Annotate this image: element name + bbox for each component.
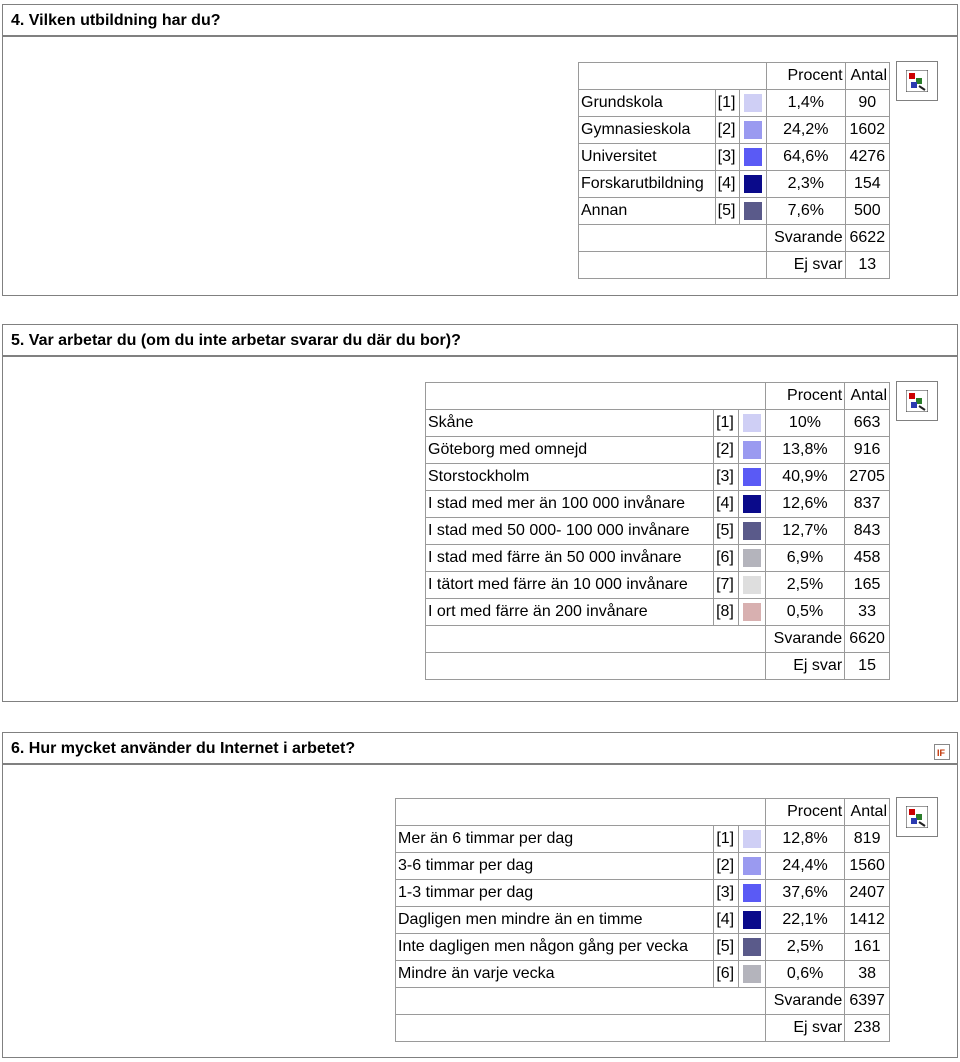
row-label: Universitet bbox=[579, 144, 716, 171]
color-swatch bbox=[743, 911, 761, 929]
row-percent: 2,3% bbox=[767, 171, 846, 198]
ejsvar-label: Ej svar bbox=[767, 252, 846, 279]
row-percent: 2,5% bbox=[765, 934, 844, 961]
row-label: Inte dagligen men någon gång per vecka bbox=[396, 934, 714, 961]
row-count: 165 bbox=[845, 572, 890, 599]
table-row bbox=[426, 464, 890, 491]
color-swatch bbox=[743, 414, 761, 432]
table-row bbox=[396, 961, 890, 988]
table-row bbox=[426, 491, 890, 518]
question-title: 6. Hur mycket använder du Internet i arbetet? bbox=[11, 740, 356, 757]
row-label: Gymnasieskola bbox=[579, 117, 716, 144]
row-count: 663 bbox=[845, 410, 890, 437]
table-row bbox=[579, 117, 890, 144]
table-row bbox=[396, 907, 890, 934]
row-percent: 1,4% bbox=[767, 90, 846, 117]
procent-header: Procent bbox=[765, 383, 844, 410]
ejsvar-row bbox=[396, 1015, 890, 1042]
color-swatch bbox=[744, 148, 762, 166]
row-code: [5] bbox=[714, 934, 739, 961]
ejsvar-row bbox=[579, 252, 890, 279]
color-swatch bbox=[743, 603, 761, 621]
row-percent: 37,6% bbox=[765, 880, 844, 907]
color-swatch bbox=[743, 965, 761, 983]
row-percent: 24,4% bbox=[765, 853, 844, 880]
row-count: 38 bbox=[845, 961, 890, 988]
row-percent: 64,6% bbox=[767, 144, 846, 171]
row-label: Grundskola bbox=[579, 90, 716, 117]
row-swatch-cell bbox=[738, 907, 765, 934]
ejsvar-count: 238 bbox=[845, 1015, 890, 1042]
row-count: 154 bbox=[845, 171, 889, 198]
row-code: [6] bbox=[714, 961, 739, 988]
header-blank bbox=[426, 383, 766, 410]
table-row bbox=[426, 518, 890, 545]
row-swatch-cell bbox=[740, 171, 767, 198]
table-row bbox=[426, 410, 890, 437]
row-code: [3] bbox=[714, 464, 739, 491]
row-code: [1] bbox=[714, 410, 739, 437]
row-count: 1560 bbox=[845, 853, 890, 880]
result-table bbox=[578, 62, 890, 279]
ejsvar-spacer bbox=[396, 1015, 766, 1042]
row-label: I stad med mer än 100 000 invånare bbox=[426, 491, 714, 518]
row-percent: 12,6% bbox=[765, 491, 844, 518]
table-row bbox=[579, 198, 890, 225]
row-count: 2407 bbox=[845, 880, 890, 907]
row-code: [2] bbox=[714, 437, 739, 464]
row-count: 161 bbox=[845, 934, 890, 961]
row-label: Mindre än varje vecka bbox=[396, 961, 714, 988]
row-label: I stad med färre än 50 000 invånare bbox=[426, 545, 714, 572]
color-swatch bbox=[743, 857, 761, 875]
row-label: Annan bbox=[579, 198, 716, 225]
svarande-count: 6620 bbox=[845, 626, 890, 653]
ejsvar-label: Ej svar bbox=[765, 653, 844, 680]
color-swatch bbox=[743, 549, 761, 567]
row-swatch-cell bbox=[738, 599, 765, 626]
color-swatch bbox=[743, 938, 761, 956]
question-panel bbox=[2, 36, 958, 296]
table-row bbox=[426, 545, 890, 572]
row-count: 837 bbox=[845, 491, 890, 518]
color-swatch bbox=[744, 94, 762, 112]
color-swatch bbox=[743, 495, 761, 513]
row-code: [1] bbox=[715, 90, 739, 117]
row-code: [2] bbox=[714, 853, 739, 880]
row-swatch-cell bbox=[738, 464, 765, 491]
color-swatch bbox=[743, 522, 761, 540]
ejsvar-count: 15 bbox=[845, 653, 890, 680]
row-count: 458 bbox=[845, 545, 890, 572]
row-count: 500 bbox=[845, 198, 889, 225]
row-code: [3] bbox=[715, 144, 739, 171]
row-code: [3] bbox=[714, 880, 739, 907]
row-count: 2705 bbox=[845, 464, 890, 491]
if-icon[interactable] bbox=[934, 744, 950, 760]
row-swatch-cell bbox=[738, 410, 765, 437]
row-label: Göteborg med omnejd bbox=[426, 437, 714, 464]
if-icon-label: IF bbox=[937, 748, 945, 758]
antal-header: Antal bbox=[845, 799, 890, 826]
question-header bbox=[2, 4, 958, 36]
table-header-row bbox=[579, 63, 890, 90]
header-blank bbox=[396, 799, 766, 826]
row-code: [4] bbox=[715, 171, 739, 198]
row-swatch-cell bbox=[738, 491, 765, 518]
question-header bbox=[2, 732, 958, 764]
row-percent: 6,9% bbox=[765, 545, 844, 572]
svarande-label: Svarande bbox=[765, 988, 844, 1015]
svarande-count: 6397 bbox=[845, 988, 890, 1015]
question-title: 5. Var arbetar du (om du inte arbetar svarar du där du bor)? bbox=[11, 332, 461, 349]
row-swatch-cell bbox=[740, 117, 767, 144]
question-header bbox=[2, 324, 958, 356]
row-percent: 13,8% bbox=[765, 437, 844, 464]
question-panel bbox=[2, 356, 958, 702]
question-title: 4. Vilken utbildning har du? bbox=[11, 12, 221, 29]
color-swatch bbox=[743, 468, 761, 486]
row-swatch-cell bbox=[738, 961, 765, 988]
table-row bbox=[396, 934, 890, 961]
row-swatch-cell bbox=[738, 545, 765, 572]
svarande-row bbox=[579, 225, 890, 252]
result-table bbox=[395, 798, 890, 1042]
ejsvar-count: 13 bbox=[845, 252, 889, 279]
row-code: [6] bbox=[714, 545, 739, 572]
color-swatch bbox=[743, 576, 761, 594]
table-row bbox=[426, 572, 890, 599]
row-percent: 12,7% bbox=[765, 518, 844, 545]
row-label: I tätort med färre än 10 000 invånare bbox=[426, 572, 714, 599]
row-label: Forskarutbildning bbox=[579, 171, 716, 198]
svarande-spacer bbox=[426, 626, 766, 653]
table-row bbox=[396, 826, 890, 853]
row-percent: 10% bbox=[765, 410, 844, 437]
row-swatch-cell bbox=[740, 198, 767, 225]
row-count: 33 bbox=[845, 599, 890, 626]
row-label: 3-6 timmar per dag bbox=[396, 853, 714, 880]
row-code: [4] bbox=[714, 907, 739, 934]
chart-icon[interactable] bbox=[896, 61, 938, 101]
row-percent: 0,6% bbox=[765, 961, 844, 988]
color-swatch bbox=[744, 121, 762, 139]
row-count: 4276 bbox=[845, 144, 889, 171]
table-row bbox=[426, 437, 890, 464]
row-percent: 40,9% bbox=[765, 464, 844, 491]
antal-header: Antal bbox=[845, 383, 890, 410]
row-swatch-cell bbox=[738, 880, 765, 907]
row-code: [4] bbox=[714, 491, 739, 518]
row-label: Dagligen men mindre än en timme bbox=[396, 907, 714, 934]
table-row bbox=[579, 90, 890, 117]
row-code: [5] bbox=[714, 518, 739, 545]
row-percent: 7,6% bbox=[767, 198, 846, 225]
procent-header: Procent bbox=[765, 799, 844, 826]
table-row bbox=[579, 171, 890, 198]
row-swatch-cell bbox=[740, 90, 767, 117]
color-swatch bbox=[743, 884, 761, 902]
svarande-label: Svarande bbox=[767, 225, 846, 252]
row-count: 819 bbox=[845, 826, 890, 853]
color-swatch bbox=[744, 202, 762, 220]
row-count: 843 bbox=[845, 518, 890, 545]
ejsvar-row bbox=[426, 653, 890, 680]
row-count: 90 bbox=[845, 90, 889, 117]
chart-icon[interactable] bbox=[896, 381, 938, 421]
row-label: Mer än 6 timmar per dag bbox=[396, 826, 714, 853]
row-label: I ort med färre än 200 invånare bbox=[426, 599, 714, 626]
row-label: Storstockholm bbox=[426, 464, 714, 491]
table-row bbox=[396, 880, 890, 907]
color-swatch bbox=[743, 830, 761, 848]
ejsvar-spacer bbox=[579, 252, 767, 279]
row-percent: 2,5% bbox=[765, 572, 844, 599]
row-swatch-cell bbox=[738, 572, 765, 599]
row-code: [1] bbox=[714, 826, 739, 853]
row-code: [8] bbox=[714, 599, 739, 626]
table-header-row bbox=[426, 383, 890, 410]
svarande-count: 6622 bbox=[845, 225, 889, 252]
chart-icon[interactable] bbox=[896, 797, 938, 837]
row-percent: 24,2% bbox=[767, 117, 846, 144]
ejsvar-spacer bbox=[426, 653, 766, 680]
ejsvar-label: Ej svar bbox=[765, 1015, 844, 1042]
svarande-row bbox=[426, 626, 890, 653]
procent-header: Procent bbox=[767, 63, 846, 90]
header-blank bbox=[579, 63, 767, 90]
row-swatch-cell bbox=[738, 437, 765, 464]
row-count: 1602 bbox=[845, 117, 889, 144]
table-row bbox=[396, 853, 890, 880]
row-swatch-cell bbox=[738, 934, 765, 961]
row-code: [2] bbox=[715, 117, 739, 144]
color-swatch bbox=[743, 441, 761, 459]
row-code: [5] bbox=[715, 198, 739, 225]
row-percent: 22,1% bbox=[765, 907, 844, 934]
row-percent: 0,5% bbox=[765, 599, 844, 626]
question-panel bbox=[2, 764, 958, 1058]
row-count: 916 bbox=[845, 437, 890, 464]
result-table bbox=[425, 382, 890, 680]
svarande-spacer bbox=[579, 225, 767, 252]
color-swatch bbox=[744, 175, 762, 193]
row-code: [7] bbox=[714, 572, 739, 599]
row-swatch-cell bbox=[738, 853, 765, 880]
row-swatch-cell bbox=[740, 144, 767, 171]
svarande-label: Svarande bbox=[765, 626, 844, 653]
row-label: Skåne bbox=[426, 410, 714, 437]
row-percent: 12,8% bbox=[765, 826, 844, 853]
row-count: 1412 bbox=[845, 907, 890, 934]
row-swatch-cell bbox=[738, 826, 765, 853]
table-header-row bbox=[396, 799, 890, 826]
table-row bbox=[579, 144, 890, 171]
row-swatch-cell bbox=[738, 518, 765, 545]
antal-header: Antal bbox=[845, 63, 889, 90]
table-row bbox=[426, 599, 890, 626]
svarande-spacer bbox=[396, 988, 766, 1015]
row-label: I stad med 50 000- 100 000 invånare bbox=[426, 518, 714, 545]
row-label: 1-3 timmar per dag bbox=[396, 880, 714, 907]
svarande-row bbox=[396, 988, 890, 1015]
